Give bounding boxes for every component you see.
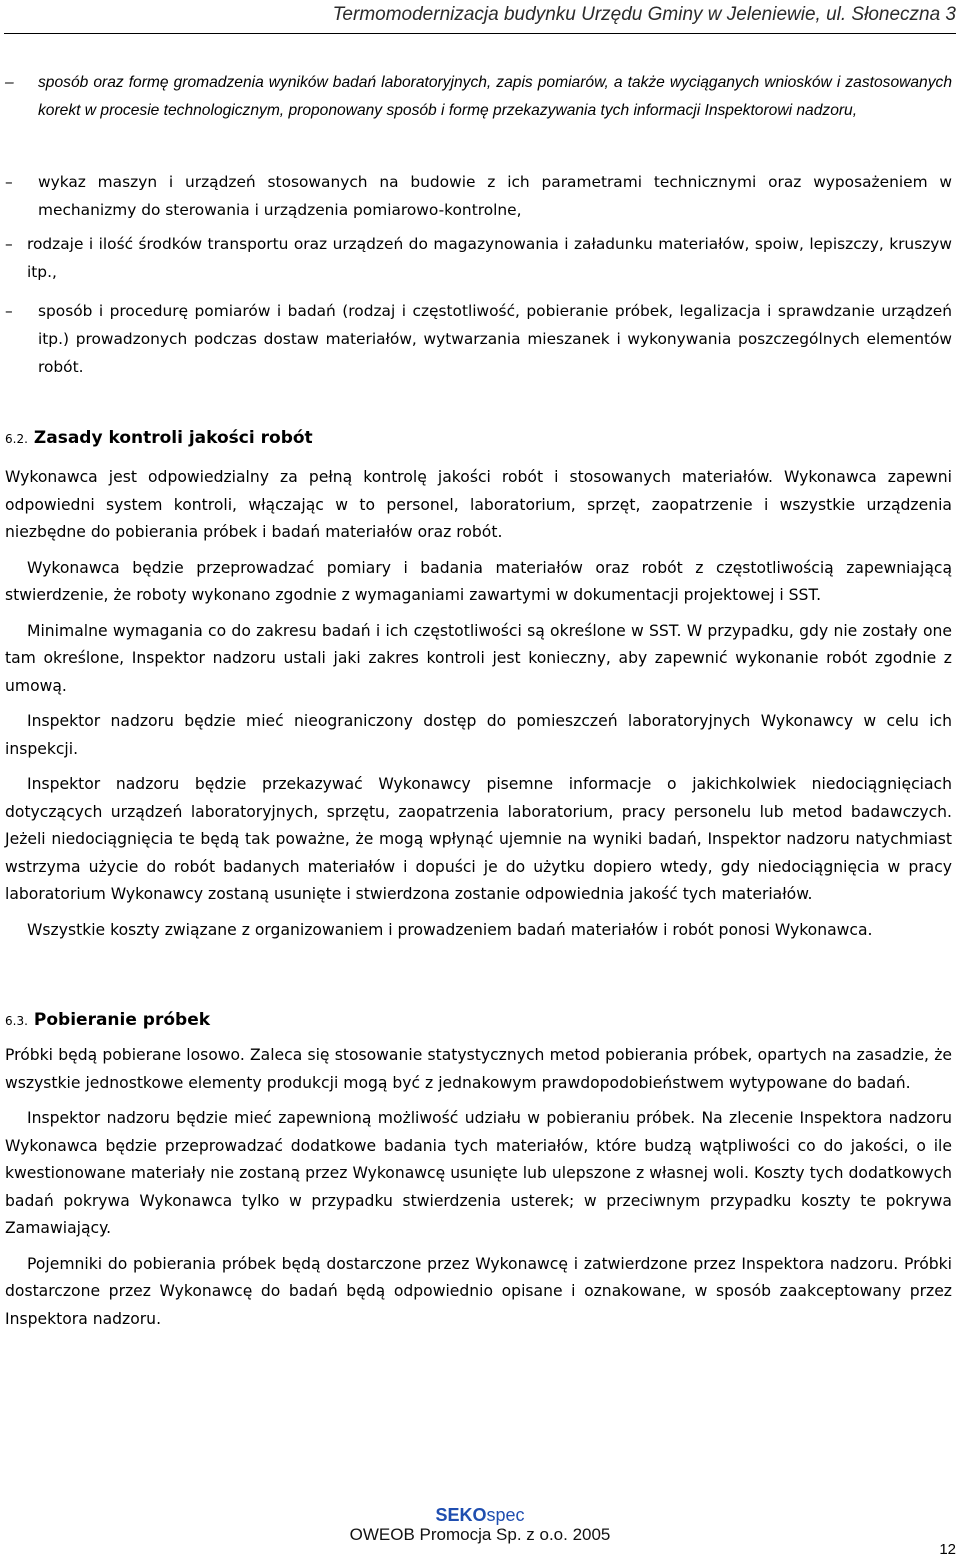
list-item-text: rodzaje i ilość środków transportu oraz urządzeń do magazynowania i załadunku materiałów, spoiw, lepiszczy, kruszyw itp., bbox=[27, 235, 952, 281]
section-title: Pobieranie próbek bbox=[33, 1010, 211, 1030]
paragraph: Próbki będą pobierane losowo. Zaleca się stosowanie statystycznych metod pobierania próbek, opartych na zasadzie, że wszystkie jednostkowe elementy produkcji mogą być z jednakowym prawdopodobieństwem wytypowane do badań. bbox=[5, 1046, 952, 1092]
dash-marker: – bbox=[5, 173, 13, 191]
paragraph: Minimalne wymagania co do zakresu badań i ich częstotliwości są określone w SST. W przypadku, gdy nie zostały one tam określone, Inspektor nadzoru ustali jaki zakres kontroli jest konieczny, aby zapewnić wykonanie robót zgodnie z umową. bbox=[5, 621, 952, 695]
list-item-text: sposób oraz formę gromadzenia wyników badań laboratoryjnych, zapis pomiarów, a także wyciąganych wniosków i zastosowanych korekt w procesie technologicznym, proponowany sposób i formę przekazywania tych informacji Inspektorowi nadzoru, bbox=[38, 74, 952, 119]
paragraph: Inspektor nadzoru będzie przekazywać Wykonawcy pisemne informacje o jakichkolwiek niedociągnięciach dotyczących urządzeń laboratoryjnych, sprzętu, zaopatrzenia laboratorium, pracy personelu lub metod badawczych. Jeżeli niedociągnięcia te będą tak poważne, że mogą wpłynąć ujemnie na wyniki badań, Inspektor nadzoru natychmiast wstrzyma użycie do robót badanych materiałów i dopuści je do użytku dopiero wtedy, gdy niedociągnięcia w pracy laboratorium Wykonawcy zostaną usunięte i stwierdzona zostanie odpowiednia jakość tych materiałów. bbox=[5, 775, 952, 903]
section-heading-6-2 bbox=[5, 428, 313, 448]
brand-bold: SEKO bbox=[435, 1505, 487, 1525]
list-item bbox=[5, 168, 952, 224]
section-6-2-body bbox=[5, 464, 952, 952]
header-rule bbox=[4, 33, 956, 34]
page-number: 12 bbox=[939, 1541, 956, 1558]
paragraph: Inspektor nadzoru będzie mieć nieograniczony dostęp do pomieszczeń laboratoryjnych Wykonawcy w celu ich inspekcji. bbox=[5, 712, 952, 758]
footer-company: OWEOB Promocja Sp. z o.o. 2005 bbox=[349, 1525, 611, 1544]
dash-marker: – bbox=[5, 74, 14, 91]
list-item bbox=[5, 230, 952, 286]
section-number: 6.3. bbox=[5, 1014, 28, 1028]
paragraph: Inspektor nadzoru będzie mieć zapewnioną możliwość udziału w pobieraniu próbek. Na zlecenie Inspektora nadzoru Wykonawca będzie przeprowadzać dodatkowe badania tych materiałów, które budzą wątpliwości co do jakości, o ile kwestionowane materiały nie zostaną przez Wykonawcę usunięte lub ulepszone z własnej woli. Koszty tych dodatkowych badań pokrywa Wykonawca tylko w przypadku stwierdzenia usterek; w przeciwnym przypadku koszty te pokrywa Zamawiający. bbox=[5, 1109, 952, 1237]
page-header-title: Termomodernizacja budynku Urzędu Gminy w Jeleniewie, ul. Słoneczna 3 bbox=[332, 4, 956, 25]
section-title: Zasady kontroli jakości robót bbox=[33, 428, 313, 448]
section-heading-6-3 bbox=[5, 1010, 210, 1030]
dash-marker: – bbox=[5, 235, 13, 253]
paragraph: Pojemniki do pobierania próbek będą dostarczone przez Wykonawcę i zatwierdzone przez Inspektora nadzoru. Próbki dostarczone przez Wykonawcę do badań będą odpowiednio opisane i oznakowane, w sposób zaakceptowany przez Inspektora nadzoru. bbox=[5, 1254, 952, 1328]
list-item bbox=[5, 69, 952, 124]
dash-marker: – bbox=[5, 302, 13, 320]
section-6-3-body bbox=[5, 1042, 952, 1341]
list-item-text: sposób i procedurę pomiarów i badań (rodzaj i częstotliwość, pobieranie próbek, legalizacja i sprawdzanie urządzeń itp.) prowadzonych podczas dostaw materiałów, wytwarzania mieszanek i wykonywania poszczególnych elementów robót. bbox=[38, 302, 952, 376]
footer-brand-logo bbox=[0, 1505, 960, 1526]
paragraph: Wszystkie koszty związane z organizowaniem i prowadzeniem badań materiałów i robót ponosi Wykonawca. bbox=[27, 920, 873, 939]
paragraph: Wykonawca jest odpowiedzialny za pełną kontrolę jakości robót i stosowanych materiałów. Wykonawca zapewni odpowiedni system kontroli, włączając w to personel, laboratorium, sprzęt, zaopatrzenie i wszystkie urządzenia niezbędne do pobierania próbek i badań materiałów oraz robót. bbox=[5, 468, 952, 541]
list-item bbox=[5, 297, 952, 381]
section-number: 6.2. bbox=[5, 432, 28, 446]
paragraph: Wykonawca będzie przeprowadzać pomiary i badania materiałów oraz robót z częstotliwością zapewniającą stwierdzenie, że roboty wykonano zgodnie z wymaganiami zawartymi w dokumentacji projektowej i SST. bbox=[5, 558, 952, 604]
list-item-text: wykaz maszyn i urządzeń stosowanych na budowie z ich parametrami technicznymi oraz wyposażeniem w mechanizmy do sterowania i urządzenia pomiarowo-kontrolne, bbox=[38, 173, 952, 219]
brand-rest: spec bbox=[486, 1505, 525, 1525]
